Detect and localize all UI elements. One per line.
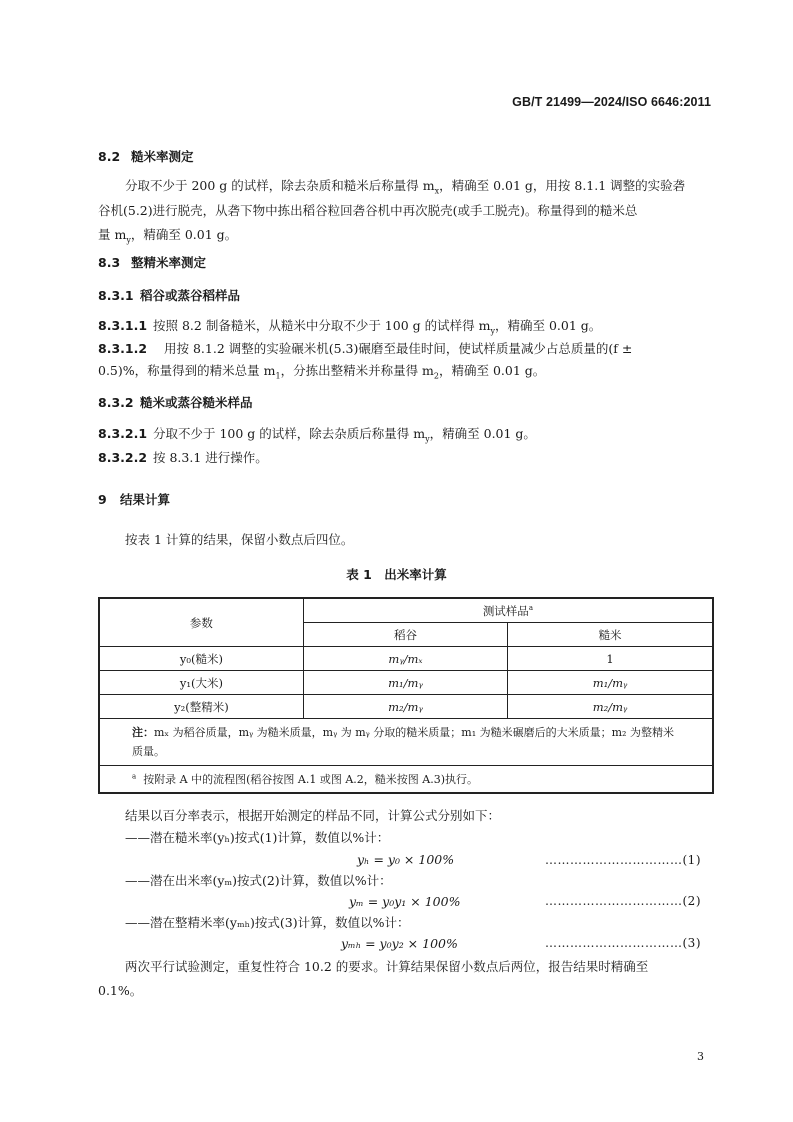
- final-paragraph-line1: 两次平行试验测定，重复性符合 10.2 的要求。计算结果保留小数点后两位，报告结果时精确至: [125, 959, 649, 974]
- section-number: 8.3.1: [98, 288, 134, 303]
- table-footnote-row: [99, 766, 713, 794]
- section-number: 8.3: [98, 255, 121, 270]
- formula-2: yₘ = y₀y₁ × 100%: [349, 894, 461, 909]
- table-1-caption: 表 1 出米率计算: [346, 567, 447, 582]
- table-row: [99, 695, 713, 719]
- section-title: 稻谷或蒸谷稻样品: [140, 288, 241, 303]
- paragraph-8-2-line3: [98, 223, 237, 253]
- cell-paddy: m₁/mᵧ: [303, 671, 507, 695]
- section-number: 9: [98, 492, 107, 507]
- section-8-3-2-heading: [98, 393, 253, 411]
- text: ，精确至 0.01 g。: [494, 318, 602, 333]
- formula-1-description: ——潜在糙米率(yₕ)按式(1)计算，数值以%计：: [125, 830, 390, 845]
- text: 分取不少于 100 g 的试样，除去杂质后称量得 m: [153, 426, 426, 441]
- section-title: 糙米或蒸谷糙米样品: [140, 395, 253, 410]
- table-note: [99, 719, 713, 766]
- section-number: 8.2: [98, 149, 121, 164]
- subscript: y: [490, 326, 495, 336]
- text: 测试样品: [482, 603, 529, 618]
- table-footnote: [99, 766, 713, 794]
- cell-brown: m₁/mᵧ: [508, 671, 713, 695]
- text: ，精确至 0.01 g。: [429, 426, 536, 441]
- formula-3-number: ……………………………(3): [545, 936, 701, 950]
- text: ，精确至 0.01 g。: [130, 227, 238, 242]
- table-row: [99, 671, 713, 695]
- section-number: 8.3.2: [98, 395, 134, 410]
- paragraph-8-3-2-2: [98, 446, 268, 470]
- clause-number: 8.3.2.2: [98, 450, 148, 465]
- text: 0.5)%，称量得到的精米总量 m: [98, 363, 276, 378]
- cell-param: y₀(糙米): [99, 647, 303, 671]
- text: 量 m: [98, 227, 127, 242]
- text: 按 8.3.1 进行操作。: [153, 450, 268, 465]
- clause-number: 8.3.2.1: [98, 426, 148, 441]
- header-paddy: 稻谷: [303, 623, 507, 647]
- section-title: 结果计算: [120, 492, 171, 507]
- subscript: 2: [433, 371, 439, 381]
- paragraph-8-3-1-2-line1: [98, 337, 632, 361]
- note-label: 注：: [132, 726, 154, 739]
- formula-2-number: ……………………………(2): [545, 894, 701, 908]
- text: ，精确至 0.01 g，用按 8.1.1 调整的实验砻: [439, 178, 686, 193]
- cell-paddy: mᵧ/mₓ: [303, 647, 507, 671]
- text: 分取不少于 200 g 的试样，除去杂质和糙米后称量得 m: [125, 178, 435, 193]
- text: 用按 8.1.2 调整的实验碾米机(5.3)碾磨至最佳时间，使试样质量减少占总质量的(f ±: [164, 341, 633, 356]
- formula-2-description: ——潜在出米率(yₘ)按式(2)计算，数值以%计：: [125, 873, 392, 888]
- footnote-mark: a: [528, 603, 533, 612]
- text: 按照 8.2 制备糙米，从糙米中分取不少于 100 g 的试样得 m: [153, 318, 491, 333]
- section-title: 糙米率测定: [131, 149, 194, 164]
- cell-paddy: m₂/mᵧ: [303, 695, 507, 719]
- standard-header: GB/T 21499—2024/ISO 6646:2011: [512, 95, 711, 109]
- text: ，精确至 0.01 g。: [438, 363, 546, 378]
- subscript: y: [425, 434, 430, 444]
- formula-1: yₕ = y₀ × 100%: [357, 852, 455, 867]
- page-number: 3: [697, 1050, 704, 1063]
- paragraph-8-3-1-2-line2: [98, 359, 545, 389]
- cell-param: y₁(大米): [99, 671, 303, 695]
- formula-1-number: ……………………………(1): [545, 853, 701, 867]
- clause-number: 8.3.1.2: [98, 341, 148, 356]
- section-8-3-heading: [98, 253, 206, 271]
- header-param: 参数: [99, 598, 303, 647]
- formula-3-description: ——潜在整精米率(yₘₕ)按式(3)计算，数值以%计：: [125, 915, 410, 930]
- subscript: y: [126, 235, 131, 245]
- footnote-text: 按附录 A 中的流程图(稻谷按图 A.1 或图 A.2，糙米按图 A.3)执行。: [143, 773, 479, 786]
- subscript: x: [434, 186, 440, 196]
- section-8-2-heading: [98, 147, 194, 165]
- section-title: 整精米率测定: [131, 255, 207, 270]
- paragraph-8-2-line2: 谷机(5.2)进行脱壳，从砻下物中拣出稻谷粒回砻谷机中再次脱壳(或手工脱壳)。称量得到的糙米总: [98, 203, 638, 218]
- clause-number: 8.3.1.1: [98, 318, 148, 333]
- text: ，分拣出整精米并称量得 m: [280, 363, 434, 378]
- results-intro: 结果以百分率表示，根据开始测定的样品不同，计算公式分别如下：: [125, 808, 501, 823]
- header-brown: 糙米: [508, 623, 713, 647]
- table-1: [98, 597, 714, 794]
- note-text: 质量。: [132, 745, 165, 758]
- cell-brown: 1: [508, 647, 713, 671]
- cell-brown: m₂/mᵧ: [508, 695, 713, 719]
- cell-param: y₂(整精米): [99, 695, 303, 719]
- formula-3: yₘₕ = y₀y₂ × 100%: [341, 936, 458, 951]
- footnote-mark: a: [132, 772, 137, 781]
- header-sample: [303, 598, 713, 623]
- final-paragraph-line2: 0.1%。: [98, 983, 143, 998]
- table-note-row: [99, 719, 713, 766]
- table-row: [99, 647, 713, 671]
- subscript: 1: [275, 371, 281, 381]
- section-9-intro: 按表 1 计算的结果，保留小数点后四位。: [125, 532, 354, 547]
- section-8-3-1-heading: [98, 286, 240, 304]
- section-9-heading: [98, 490, 170, 508]
- note-text: mₓ 为稻谷质量，mᵧ 为糙米质量，mᵧ 为 mᵧ 分取的糙米质量；m₁ 为糙米碾磨后的大米质量；m₂ 为整精米: [154, 726, 674, 739]
